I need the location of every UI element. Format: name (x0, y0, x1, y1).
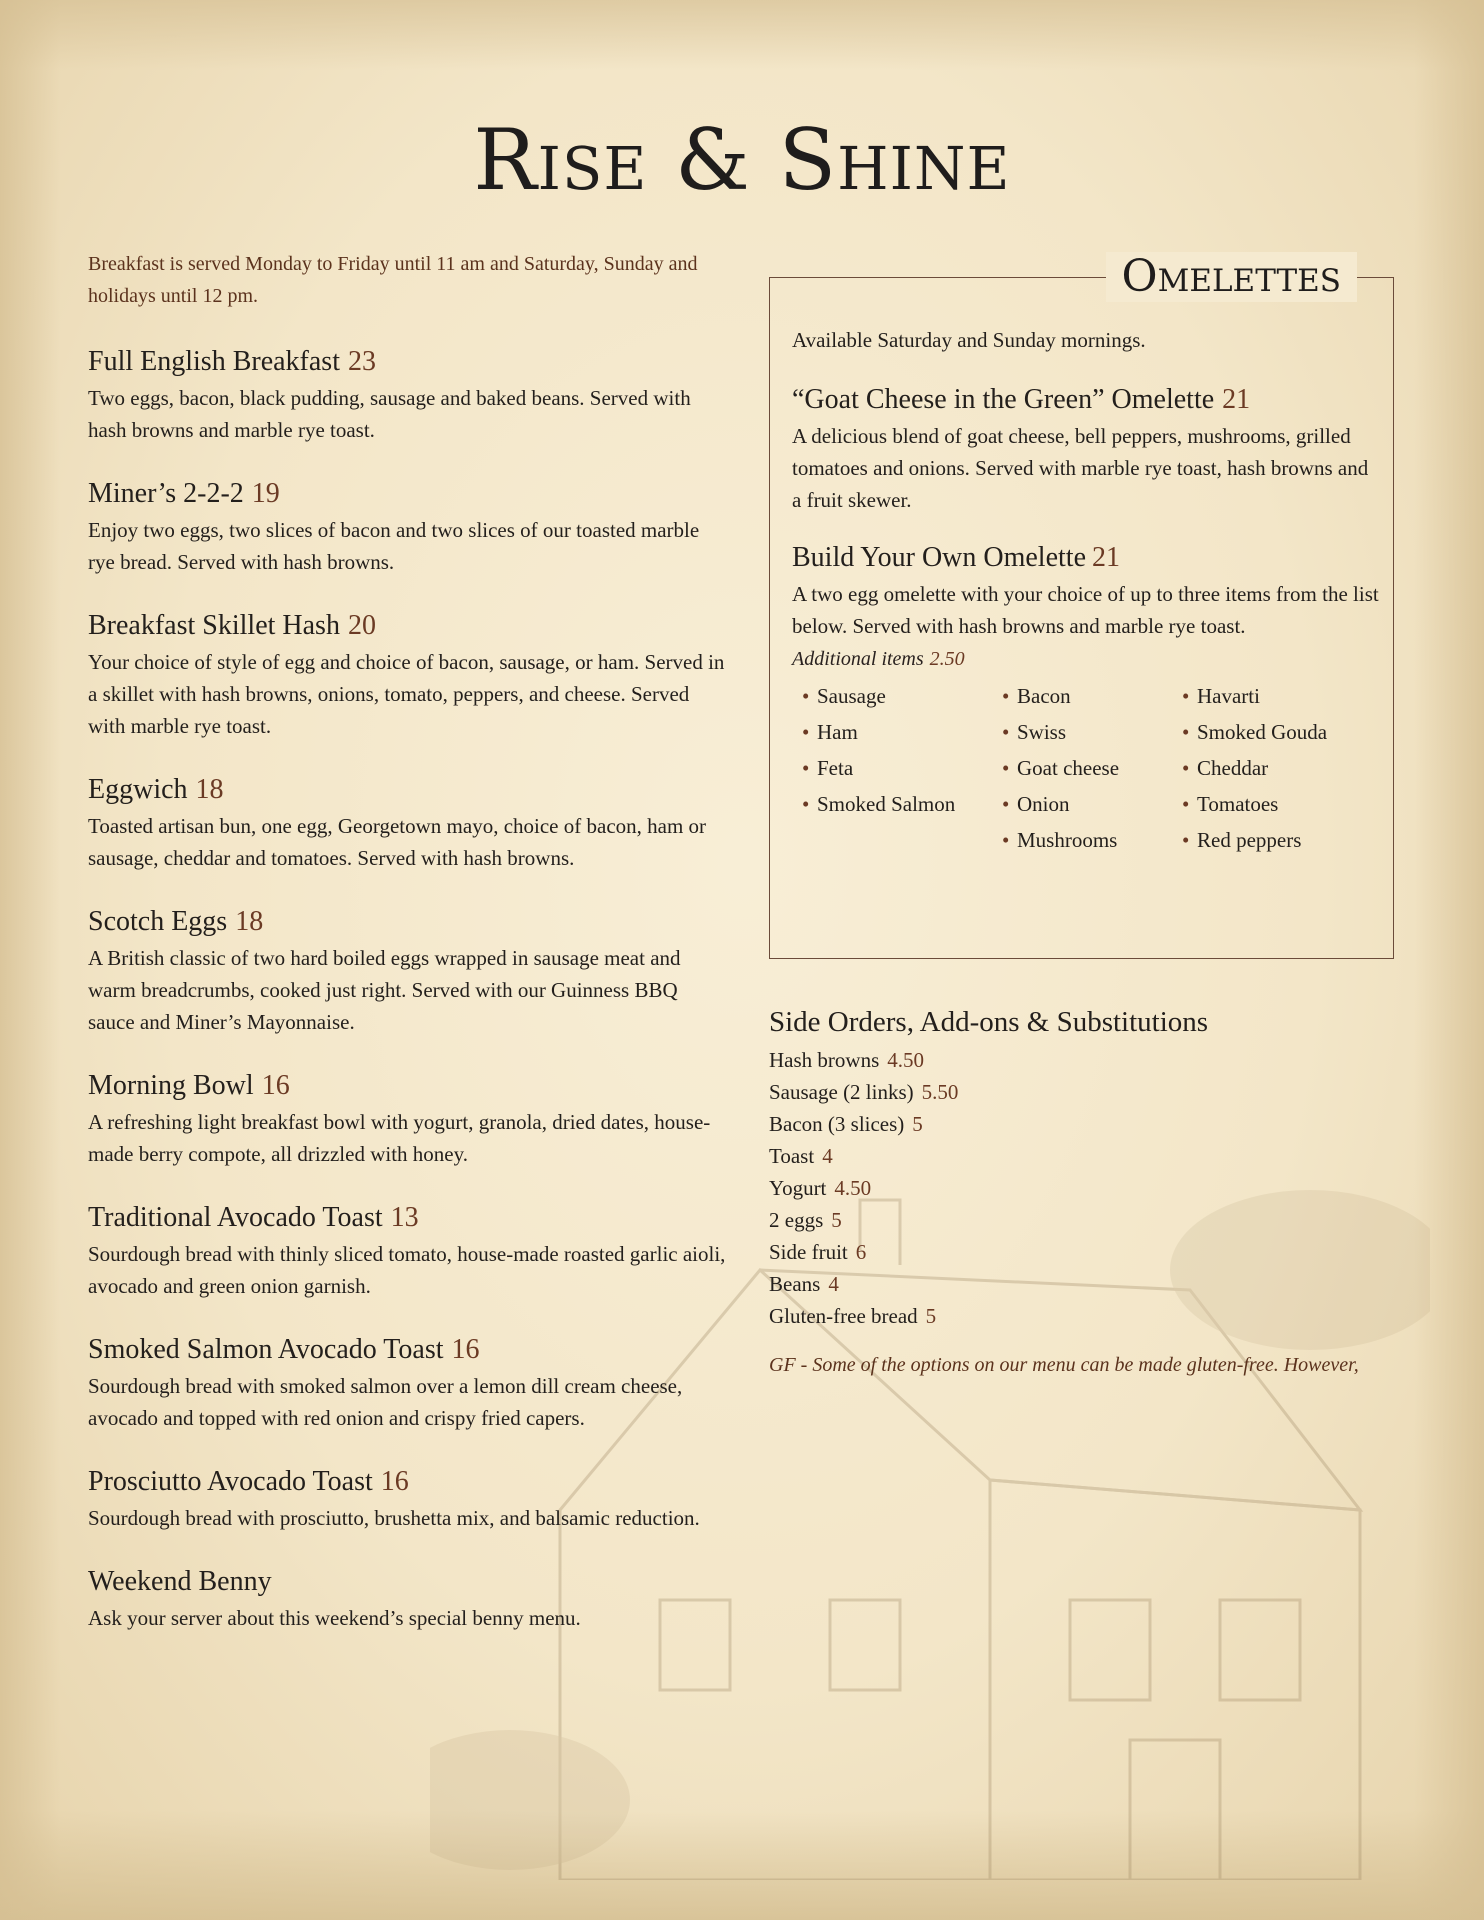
omelette-item-goat-cheese (792, 382, 1382, 516)
option-item: • Smoked Salmon (802, 786, 1002, 822)
omelette-options-list (792, 678, 1382, 858)
side-order-name: Sausage (2 links) (769, 1080, 914, 1104)
side-orders-title: Side Orders, Add-ons & Substitutions (769, 1006, 1209, 1038)
menu-item-price: 18 (235, 906, 264, 937)
additional-items-line (792, 644, 1382, 674)
side-order-row (769, 1236, 1409, 1268)
omelettes-title: Omelettes (1106, 252, 1357, 302)
menu-item-weekend-benny (88, 1564, 728, 1634)
menu-item-price: 16 (451, 1334, 480, 1365)
menu-item-eggwich (88, 772, 728, 874)
option-item: • Mushrooms (1002, 822, 1182, 858)
options-column-1 (792, 678, 1002, 858)
side-order-name: Hash browns (769, 1048, 880, 1072)
menu-item-prosciutto-avocado-toast (88, 1464, 728, 1534)
menu-item-traditional-avocado-toast (88, 1200, 728, 1302)
menu-item-name: Prosciutto Avocado Toast (88, 1466, 373, 1497)
menu-item-price: 23 (347, 346, 376, 377)
menu-item-name: Breakfast Skillet Hash (88, 610, 340, 641)
menu-item-miners-222 (88, 476, 728, 578)
menu-item-price: 16 (261, 1070, 290, 1101)
side-order-price: 6 (855, 1240, 867, 1264)
omelette-item-name: “Goat Cheese in the Green” Omelette (792, 384, 1215, 415)
side-order-name: Toast (769, 1144, 815, 1168)
side-order-row (769, 1300, 1409, 1332)
menu-item-description: Sourdough bread with smoked salmon over a lemon dill cream cheese, avocado and topped with red onion and crispy fried capers. (88, 1374, 683, 1430)
side-order-row (769, 1268, 1409, 1300)
side-order-price: 4 (822, 1144, 833, 1168)
side-order-name: Bacon (3 slices) (769, 1112, 905, 1136)
omelettes-availability-note: Available Saturday and Sunday mornings. (792, 328, 1146, 352)
side-order-row (769, 1172, 1409, 1204)
side-order-price: 5 (912, 1112, 923, 1136)
menu-item-smoked-salmon-avocado-toast (88, 1332, 728, 1434)
option-item: • Bacon (1002, 678, 1182, 714)
additional-items-price: 2.50 (929, 648, 965, 670)
paper-edge-top (0, 0, 1484, 70)
omelettes-content (792, 324, 1382, 858)
side-order-name: Side fruit (769, 1240, 848, 1264)
side-order-price: 5.50 (921, 1080, 959, 1104)
options-column-2 (1002, 678, 1182, 858)
menu-item-name: Smoked Salmon Avocado Toast (88, 1334, 444, 1365)
option-item: • Cheddar (1182, 750, 1362, 786)
side-order-row (769, 1044, 1409, 1076)
side-order-price: 4 (828, 1272, 839, 1296)
breakfast-hours-note: Breakfast is served Monday to Friday until 11 am and Saturday, Sunday and holidays until 12 pm. (88, 253, 698, 307)
menu-item-morning-bowl (88, 1068, 728, 1170)
option-item: • Onion (1002, 786, 1182, 822)
menu-item-description: Sourdough bread with prosciutto, brushetta mix, and balsamic reduction. (88, 1506, 700, 1530)
menu-item-price: 18 (195, 774, 224, 805)
side-order-row (769, 1108, 1409, 1140)
menu-item-description: Your choice of style of egg and choice of bacon, sausage, or ham. Served in a skillet with hash browns, onions, tomato, peppers, and cheese. Served with marble rye toast. (88, 650, 725, 738)
omelette-item-name: Build Your Own Omelette (792, 542, 1086, 573)
menu-item-name: Miner’s 2-2-2 (88, 478, 244, 509)
breakfast-menu-column (88, 248, 728, 1664)
side-order-name: Yogurt (769, 1176, 827, 1200)
menu-item-full-english (88, 344, 728, 446)
menu-item-name: Full English Breakfast (88, 346, 340, 377)
menu-item-description: Sourdough bread with thinly sliced tomato, house-made roasted garlic aioli, avocado and green onion garnish. (88, 1242, 726, 1298)
option-item: • Ham (802, 714, 1002, 750)
option-item: • Swiss (1002, 714, 1182, 750)
menu-item-description: Toasted artisan bun, one egg, Georgetown mayo, choice of bacon, ham or sausage, cheddar and tomatoes. Served with hash browns. (88, 814, 707, 870)
option-item: • Red peppers (1182, 822, 1362, 858)
page-title: Rise & Shine (473, 111, 1011, 209)
side-order-name: Gluten-free bread (769, 1304, 918, 1328)
options-column-3 (1182, 678, 1362, 858)
side-order-row (769, 1204, 1409, 1236)
option-item: • Feta (802, 750, 1002, 786)
side-order-name: 2 eggs (769, 1208, 824, 1232)
menu-item-name: Morning Bowl (88, 1070, 254, 1101)
omelette-item-description: A two egg omelette with your choice of up to three items from the list below. Served with hash browns and marble rye toast. (792, 582, 1379, 638)
option-item: • Tomatoes (1182, 786, 1362, 822)
paper-edge-left (0, 0, 60, 1920)
side-order-price: 4.50 (887, 1048, 924, 1072)
omelette-item-description: A delicious blend of goat cheese, bell peppers, mushrooms, grilled tomatoes and onions. Served with marble rye toast, hash browns and a fruit skewer. (792, 424, 1369, 512)
option-item: • Smoked Gouda (1182, 714, 1362, 750)
omelette-item-build-your-own (792, 540, 1382, 674)
omelette-item-price: 21 (1092, 542, 1120, 573)
menu-item-description: Two eggs, bacon, black pudding, sausage and baked beans. Served with hash browns and marble rye toast. (88, 386, 691, 442)
side-orders-section (769, 1002, 1409, 1380)
menu-item-description: Enjoy two eggs, two slices of bacon and two slices of our toasted marble rye bread. Served with hash browns. (88, 518, 700, 574)
option-item: • Havarti (1182, 678, 1362, 714)
side-order-price: 4.50 (834, 1176, 872, 1200)
side-order-name: Beans (769, 1272, 821, 1296)
menu-item-name: Eggwich (88, 774, 188, 805)
menu-item-price: 16 (380, 1466, 409, 1497)
omelette-item-price: 21 (1222, 384, 1251, 415)
menu-item-description: A refreshing light breakfast bowl with yogurt, granola, dried dates, house-made berry compote, all drizzled with honey. (88, 1110, 711, 1166)
menu-item-description: Ask your server about this weekend’s special benny menu. (88, 1606, 581, 1630)
menu-item-scotch-eggs (88, 904, 728, 1038)
menu-item-skillet-hash (88, 608, 728, 742)
menu-item-description: A British classic of two hard boiled eggs wrapped in sausage meat and warm breadcrumbs, cooked just right. Served with our Guinness BBQ sauce and Miner’s Mayonnaise. (88, 946, 681, 1034)
option-item: • Goat cheese (1002, 750, 1182, 786)
additional-items-label: Additional items (792, 648, 924, 670)
option-item: • Sausage (802, 678, 1002, 714)
menu-item-price: 19 (251, 478, 280, 509)
menu-item-price: 20 (347, 610, 376, 641)
menu-item-name: Traditional Avocado Toast (88, 1202, 383, 1233)
side-order-price: 5 (831, 1208, 842, 1232)
menu-item-name: Weekend Benny (88, 1566, 272, 1597)
side-order-price: 5 (925, 1304, 937, 1328)
side-order-row (769, 1140, 1409, 1172)
side-order-row (769, 1076, 1409, 1108)
omelettes-section-box (769, 251, 1394, 959)
menu-item-price: 13 (390, 1202, 419, 1233)
gluten-free-note: GF - Some of the options on our menu can be made gluten-free. However, (769, 1354, 1359, 1376)
menu-item-name: Scotch Eggs (88, 906, 228, 937)
